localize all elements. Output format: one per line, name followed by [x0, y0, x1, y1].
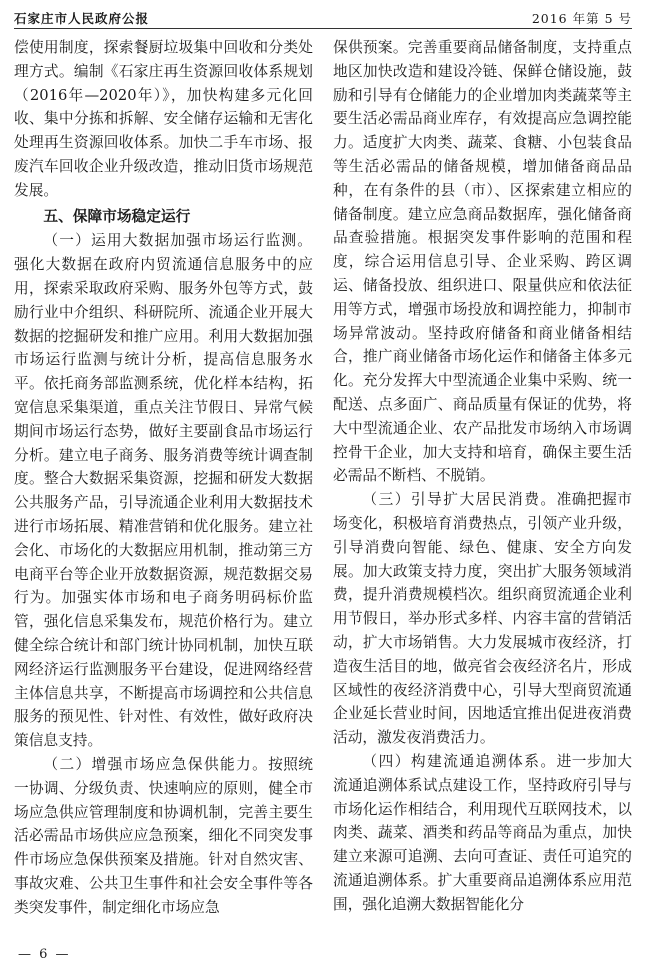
subsection-2-body: 按照统一协调、分级负责、快速响应的原则，健全市场应急供应管理制度和协调机制，完善主要生活必需品市场供应应急预案，细化不同突发事件市场应急保供预案及措施。针对自然灾害、事故灾难、公共卫生事件和社会安全事件等各类突发事件，制定细化市场应急 [14, 755, 313, 916]
subsection-2-title: （二）增强市场应急保供能力。 [43, 755, 269, 773]
issue-number: 2016 年第 5 号 [531, 11, 632, 26]
paragraph-continued: 偿使用制度，探索餐厨垃圾集中回收和分类处理方式。编制《石家庄再生资源回收体系规划（2016年—2020年）》，加快构建多元化回收、集中分拣和拆解、安全储存运输和无害化处理再生资源回收体系。加快二手车市场、报废汽车回收企业升级改造，推动旧货市场规范发展。 [14, 39, 313, 199]
subsection-4 [333, 750, 632, 917]
publication-title: 石家庄市人民政府公报 [14, 11, 150, 26]
subsection-4-body: 进一步加大流通追溯体系试点建设工作，坚持政府引导与市场化运作相结合，利用现代互联网技术，以肉类、蔬菜、酒类和药品等商品为重点，加快建立来源可追溯、去向可查证、责任可追究的流通追溯体系。扩大重要商品追溯体系应用范围，强化追溯大数据智能化分 [333, 752, 632, 913]
subsection-1 [14, 229, 313, 753]
right-column [333, 36, 632, 940]
subsection-3-title: （三）引导扩大居民消费。 [362, 491, 557, 509]
paragraph-continued-right: 保供预案。完善重要商品储备制度，支持重点地区加快改造和建设冷链、保鲜仓储设施，鼓励和引导有仓储能力的企业增加肉类蔬菜等主要生活必需品商业库存，有效提高应急调控能力。适度扩大肉类、蔬菜、食糖、小包装食品等生活必需品的储备规模，增加储备商品品种，在有条件的县（市）、区探索建立相应的储备制度。建立应急商品数据库，强化储备商品查验措施。根据突发事件影响的范围和程度，综合运用信息引导、企业采购、跨区调运、储备投放、组织进口、限量供应和依法征用等方式，增强市场投放和调控能力，抑制市场异常波动。坚持政府储备和商业储备相结合，推广商业储备市场化运作和储备主体多元化。充分发挥大中型流通企业集中采购、统一配送、点多面广、商品质量有保证的优势，将大中型流通企业、农产品批发市场纳入市场调控骨干企业，加大支持和培育，确保主要生活必需品不断档、不脱销。 [333, 39, 632, 485]
subsection-3 [333, 488, 632, 750]
subsection-2 [14, 753, 313, 920]
page-number: — 6 — [18, 947, 71, 962]
subsection-4-title: （四）构建流通追溯体系。 [362, 752, 557, 770]
left-column [14, 36, 313, 940]
page-header [14, 6, 632, 29]
subsection-3-body: 准确把握市场变化，积极培育消费热点，引领产业升级，引导消费向智能、绿色、健康、安全方向发展。加大政策支持力度，突出扩大服务领域消费，提升消费规模档次。组织商贸流通企业利用节假日，举办形式多样、内容丰富的营销活动，扩大市场销售。大力发展城市夜经济，打造夜生活目的地，做亮省会夜经济名片，形成区域性的夜经济消费中心，引导大型商贸流通企业延长营业时间，因地适宜推出促进夜消费活动，激发夜消费活力。 [333, 491, 632, 747]
subsection-1-body: 强化大数据在政府内贸流通信息服务中的应用，探索采取政府采购、服务外包等方式，鼓励行业中介组织、科研院所、流通企业开展大数据的挖掘研发和推广应用。利用大数据加强市场运行监测与统计分析，提高信息服务水平。依托商务部监测系统，优化样本结构，拓宽信息采集渠道，重点关注节假日、异常气候期间市场运行态势，做好主要副食品市场运行分析。建立电子商务、服务消费等统计调查制度。整合大数据采集资源，挖掘和研发大数据公共服务产品，引导流通企业利用大数据技术进行市场拓展、精准营销和优化服务。建立社会化、市场化的大数据应用机制，推动第三方电商平台等企业开放数据资源，规范数据交易行为。加强实体市场和电子商务明码标价监管，强化信息采集发布，规范价格行为。建立健全综合统计和部门统计协同机制，加快互联网经济运行监测服务平台建设，促进网络经营主体信息共享，不断提高市场调控和公共信息服务的预见性、针对性、有效性，做好政府决策信息支持。 [14, 256, 313, 750]
page-body [14, 36, 632, 940]
subsection-1-title: （一）运用大数据加强市场运行监测。 [43, 232, 313, 250]
section-heading: 五、保障市场稳定运行 [43, 207, 191, 225]
